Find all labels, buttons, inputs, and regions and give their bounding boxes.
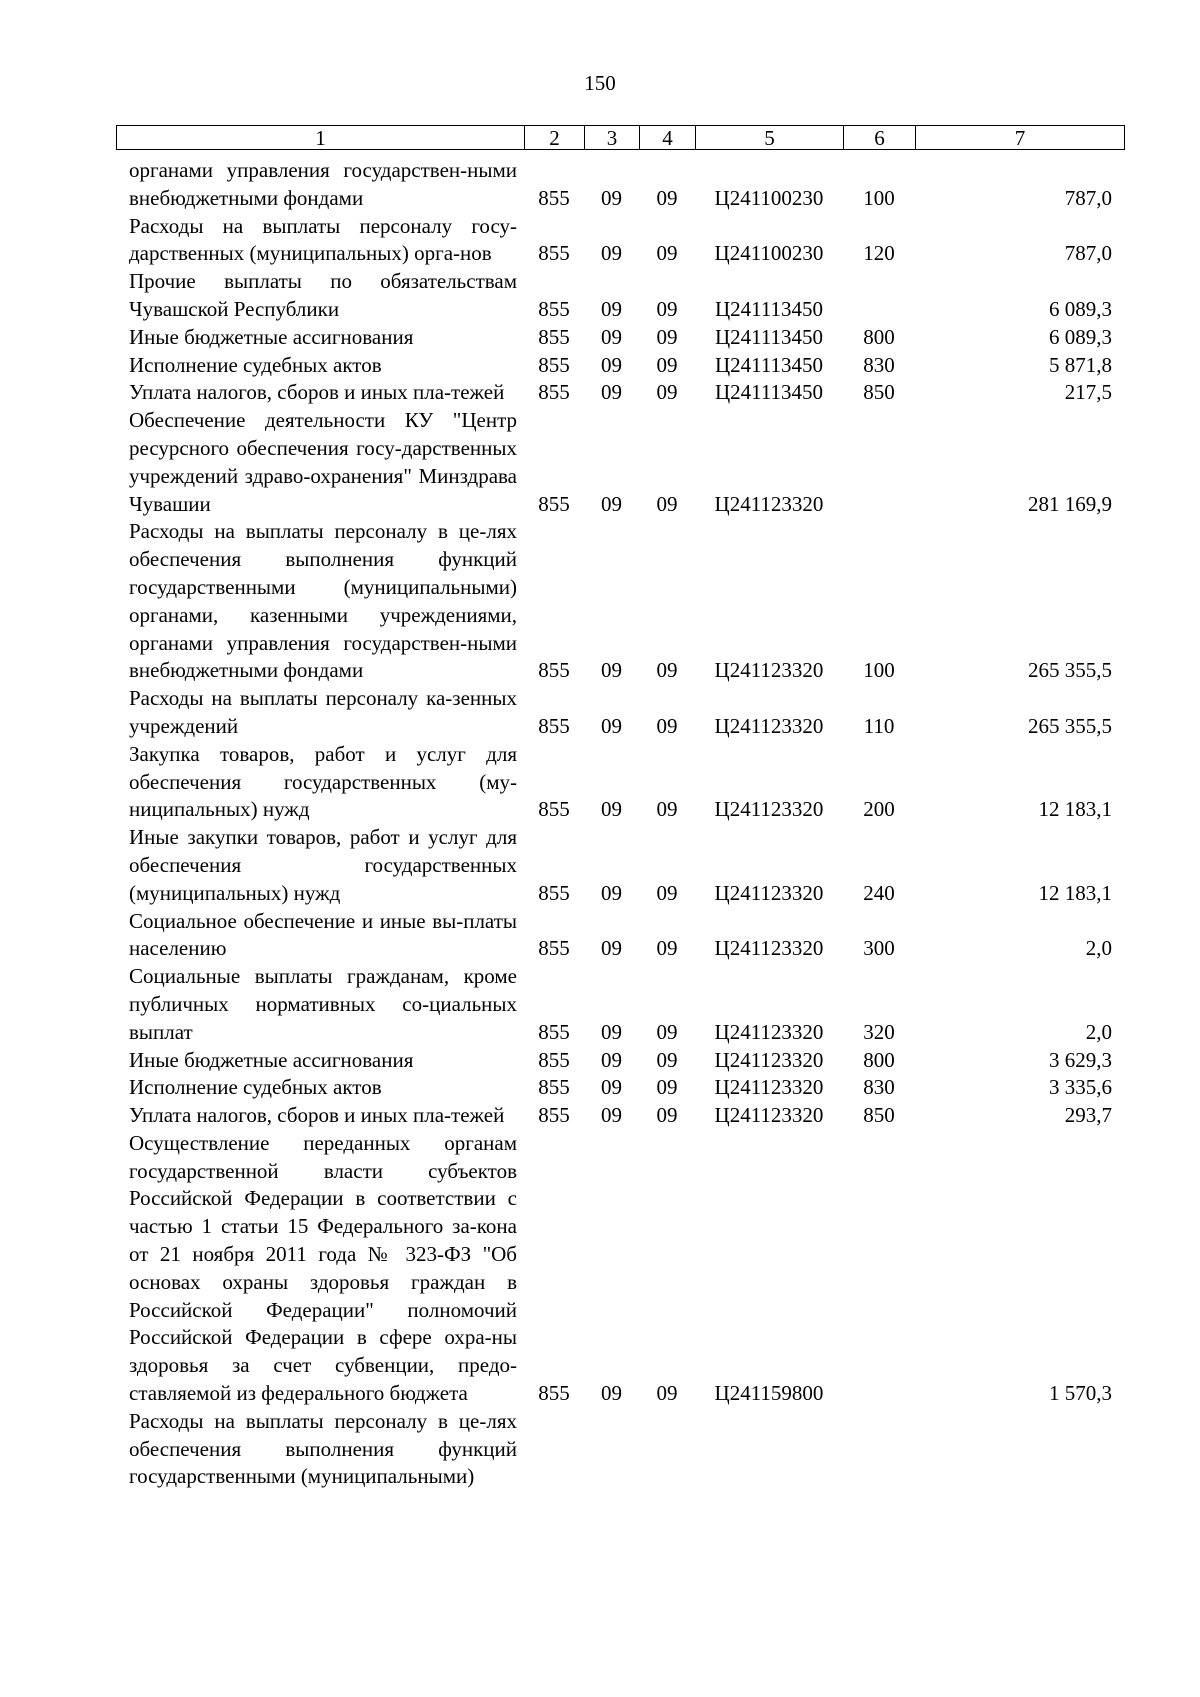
table-row	[116, 352, 1124, 380]
row-target-item-code: Ц241123320	[714, 713, 824, 738]
row-amount: 217,5	[1064, 380, 1112, 405]
row-subsection-code: 09	[656, 241, 678, 266]
table-row	[116, 157, 1124, 213]
row-expense-type-code: 830	[863, 1075, 895, 1100]
row-subsection-code: 09	[656, 380, 678, 405]
row-description: Закупка товаров, работ и услуг для обеспечения государственных (му-ниципальных) нужд	[129, 741, 517, 822]
row-target-item-code: Ц241123320	[714, 491, 824, 516]
table-row	[116, 963, 1124, 1046]
table-row	[116, 1102, 1124, 1130]
table-row	[116, 1047, 1124, 1075]
row-expense-type-code: 110	[863, 713, 895, 738]
row-ministry-code: 855	[538, 658, 570, 683]
row-target-item-code: Ц241113450	[714, 324, 824, 349]
row-description: Расходы на выплаты персоналу в це-лях обеспечения выполнения функций государственными (муниципальными)	[129, 1408, 517, 1489]
row-expense-type-code: 830	[863, 352, 895, 377]
row-description: Уплата налогов, сборов и иных пла-тежей	[129, 1103, 505, 1128]
row-target-item-code: Ц241123320	[714, 936, 824, 961]
row-section-code: 09	[601, 1047, 622, 1072]
table-row	[116, 685, 1124, 741]
row-amount: 3 629,3	[1049, 1047, 1112, 1072]
row-section-code: 09	[601, 797, 622, 822]
row-amount: 2,0	[1085, 1019, 1112, 1044]
row-description: Расходы на выплаты персоналу госу-дарственных (муниципальных) орга-нов	[129, 213, 517, 266]
row-subsection-code: 09	[656, 880, 678, 905]
row-ministry-code: 855	[538, 352, 570, 377]
row-section-code: 09	[601, 1075, 622, 1100]
row-subsection-code: 09	[656, 658, 678, 683]
row-ministry-code: 855	[538, 296, 570, 321]
row-amount: 787,0	[1064, 241, 1112, 266]
table-row	[116, 1408, 1124, 1491]
row-expense-type-code: 100	[863, 658, 895, 683]
row-target-item-code: Ц241123320	[714, 797, 824, 822]
table-row	[116, 908, 1124, 964]
header-col-5: 5	[696, 126, 844, 150]
row-amount: 787,0	[1064, 185, 1112, 210]
row-description: Социальные выплаты гражданам, кроме публичных нормативных со-циальных выплат	[129, 964, 517, 1044]
row-description: Расходы на выплаты персоналу в це-лях обеспечения выполнения функций государственными (муниципальными) органами, казенными учреждениями, органами управления государствен-ными внебюджетными фондами	[129, 519, 517, 683]
table-body	[116, 157, 1124, 1491]
row-target-item-code: Ц241123320	[714, 658, 824, 683]
row-amount: 265 355,5	[1028, 713, 1112, 738]
row-description: Исполнение судебных актов	[129, 352, 382, 377]
header-col-2: 2	[525, 126, 585, 150]
table-row	[116, 407, 1124, 518]
row-amount: 6 089,3	[1049, 296, 1112, 321]
table-row	[116, 324, 1124, 352]
row-expense-type-code: 120	[863, 241, 895, 266]
row-expense-type-code: 300	[863, 936, 895, 961]
row-target-item-code: Ц241123320	[714, 1047, 824, 1072]
row-subsection-code: 09	[656, 713, 678, 738]
row-section-code: 09	[601, 296, 622, 321]
row-section-code: 09	[601, 241, 622, 266]
row-target-item-code: Ц241159800	[714, 1381, 824, 1406]
row-subsection-code: 09	[656, 797, 678, 822]
table-header	[116, 125, 1125, 150]
row-target-item-code: Ц241100230	[714, 185, 824, 210]
row-section-code: 09	[601, 936, 622, 961]
row-description: Иные бюджетные ассигнования	[129, 1047, 414, 1072]
row-description: Уплата налогов, сборов и иных пла-тежей	[129, 380, 505, 405]
row-description: Социальное обеспечение и иные вы-платы населению	[129, 908, 517, 961]
row-amount: 1 570,3	[1049, 1381, 1112, 1406]
table-row	[116, 213, 1124, 269]
row-description: Обеспечение деятельности КУ "Центр ресурсного обеспечения госу-дарственных учреждений здраво-охранения" Минздрава Чувашии	[129, 408, 517, 516]
row-ministry-code: 855	[538, 491, 570, 516]
row-section-code: 09	[601, 1381, 622, 1406]
table-row	[116, 268, 1124, 324]
row-subsection-code: 09	[656, 324, 678, 349]
row-ministry-code: 855	[538, 1103, 570, 1128]
row-ministry-code: 855	[538, 1019, 570, 1044]
row-ministry-code: 855	[538, 185, 570, 210]
table-row	[116, 379, 1124, 407]
row-target-item-code: Ц241100230	[714, 241, 824, 266]
row-subsection-code: 09	[656, 1103, 678, 1128]
header-col-3: 3	[585, 126, 640, 150]
row-target-item-code: Ц241113450	[714, 380, 824, 405]
row-ministry-code: 855	[538, 936, 570, 961]
page-number: 150	[584, 71, 616, 95]
row-section-code: 09	[601, 352, 622, 377]
table-row	[116, 824, 1124, 907]
row-amount: 5 871,8	[1049, 352, 1112, 377]
table-row	[116, 518, 1124, 685]
row-subsection-code: 09	[656, 296, 678, 321]
row-target-item-code: Ц241123320	[714, 880, 824, 905]
header-col-1: 1	[117, 126, 525, 150]
row-ministry-code: 855	[538, 380, 570, 405]
row-subsection-code: 09	[656, 1381, 678, 1406]
row-section-code: 09	[601, 380, 622, 405]
row-ministry-code: 855	[538, 1047, 570, 1072]
row-section-code: 09	[601, 1019, 622, 1044]
row-section-code: 09	[601, 880, 622, 905]
row-section-code: 09	[601, 324, 622, 349]
row-subsection-code: 09	[656, 185, 678, 210]
row-section-code: 09	[601, 491, 622, 516]
table-row	[116, 1130, 1124, 1408]
row-description: Иные закупки товаров, работ и услуг для обеспечения государственных (муниципальных) нужд	[129, 825, 517, 905]
row-expense-type-code: 800	[863, 1047, 895, 1072]
row-ministry-code: 855	[538, 241, 570, 266]
row-target-item-code: Ц241123320	[714, 1103, 824, 1128]
row-ministry-code: 855	[538, 880, 570, 905]
row-subsection-code: 09	[656, 936, 678, 961]
row-subsection-code: 09	[656, 1075, 678, 1100]
row-expense-type-code: 320	[863, 1019, 895, 1044]
row-target-item-code: Ц241123320	[714, 1019, 824, 1044]
row-expense-type-code: 850	[863, 1103, 895, 1128]
row-expense-type-code: 240	[863, 880, 895, 905]
row-subsection-code: 09	[656, 1047, 678, 1072]
row-description: Исполнение судебных актов	[129, 1075, 382, 1100]
row-section-code: 09	[601, 713, 622, 738]
row-section-code: 09	[601, 1103, 622, 1128]
row-target-item-code: Ц241123320	[714, 1075, 824, 1100]
row-amount: 265 355,5	[1028, 658, 1112, 683]
row-expense-type-code: 850	[863, 380, 895, 405]
row-amount: 3 335,6	[1049, 1075, 1112, 1100]
row-subsection-code: 09	[656, 352, 678, 377]
row-ministry-code: 855	[538, 1381, 570, 1406]
row-description: органами управления государствен-ными внебюджетными фондами	[129, 158, 517, 210]
row-ministry-code: 855	[538, 324, 570, 349]
row-ministry-code: 855	[538, 1075, 570, 1100]
row-description: Расходы на выплаты персоналу ка-зенных учреждений	[129, 686, 517, 738]
header-col-6: 6	[844, 126, 916, 150]
table-row	[116, 1074, 1124, 1102]
row-section-code: 09	[601, 185, 622, 210]
row-description: Осуществление переданных органам государственной власти субъектов Российской Федерации в соответствии с частью 1 статьи 15 Федерального за-кона от 21 ноября 2011 года № 323-ФЗ "Об основах охраны здоровья граждан в Российской Федерации" полномочий Российской Федерации в сфере охра-ны здоровья за счет субвенции, предо-ставляемой из федерального бюджета	[129, 1130, 517, 1406]
row-ministry-code: 855	[538, 797, 570, 822]
row-ministry-code: 855	[538, 713, 570, 738]
row-amount: 12 183,1	[1038, 880, 1112, 905]
row-section-code: 09	[601, 658, 622, 683]
row-description: Иные бюджетные ассигнования	[129, 324, 414, 349]
row-amount: 6 089,3	[1049, 324, 1112, 349]
header-col-4: 4	[640, 126, 696, 150]
row-subsection-code: 09	[656, 1019, 678, 1044]
table-row	[116, 741, 1124, 824]
row-amount: 2,0	[1085, 936, 1112, 961]
row-amount: 293,7	[1064, 1103, 1112, 1128]
row-amount: 281 169,9	[1028, 491, 1112, 516]
header-col-7: 7	[916, 126, 1125, 150]
row-description: Прочие выплаты по обязательствам Чувашской Республики	[129, 269, 517, 321]
row-amount: 12 183,1	[1038, 797, 1112, 822]
row-subsection-code: 09	[656, 491, 678, 516]
row-target-item-code: Ц241113450	[714, 352, 824, 377]
row-expense-type-code: 100	[863, 185, 895, 210]
row-expense-type-code: 800	[863, 324, 895, 349]
row-expense-type-code: 200	[863, 797, 895, 822]
row-target-item-code: Ц241113450	[714, 296, 824, 321]
